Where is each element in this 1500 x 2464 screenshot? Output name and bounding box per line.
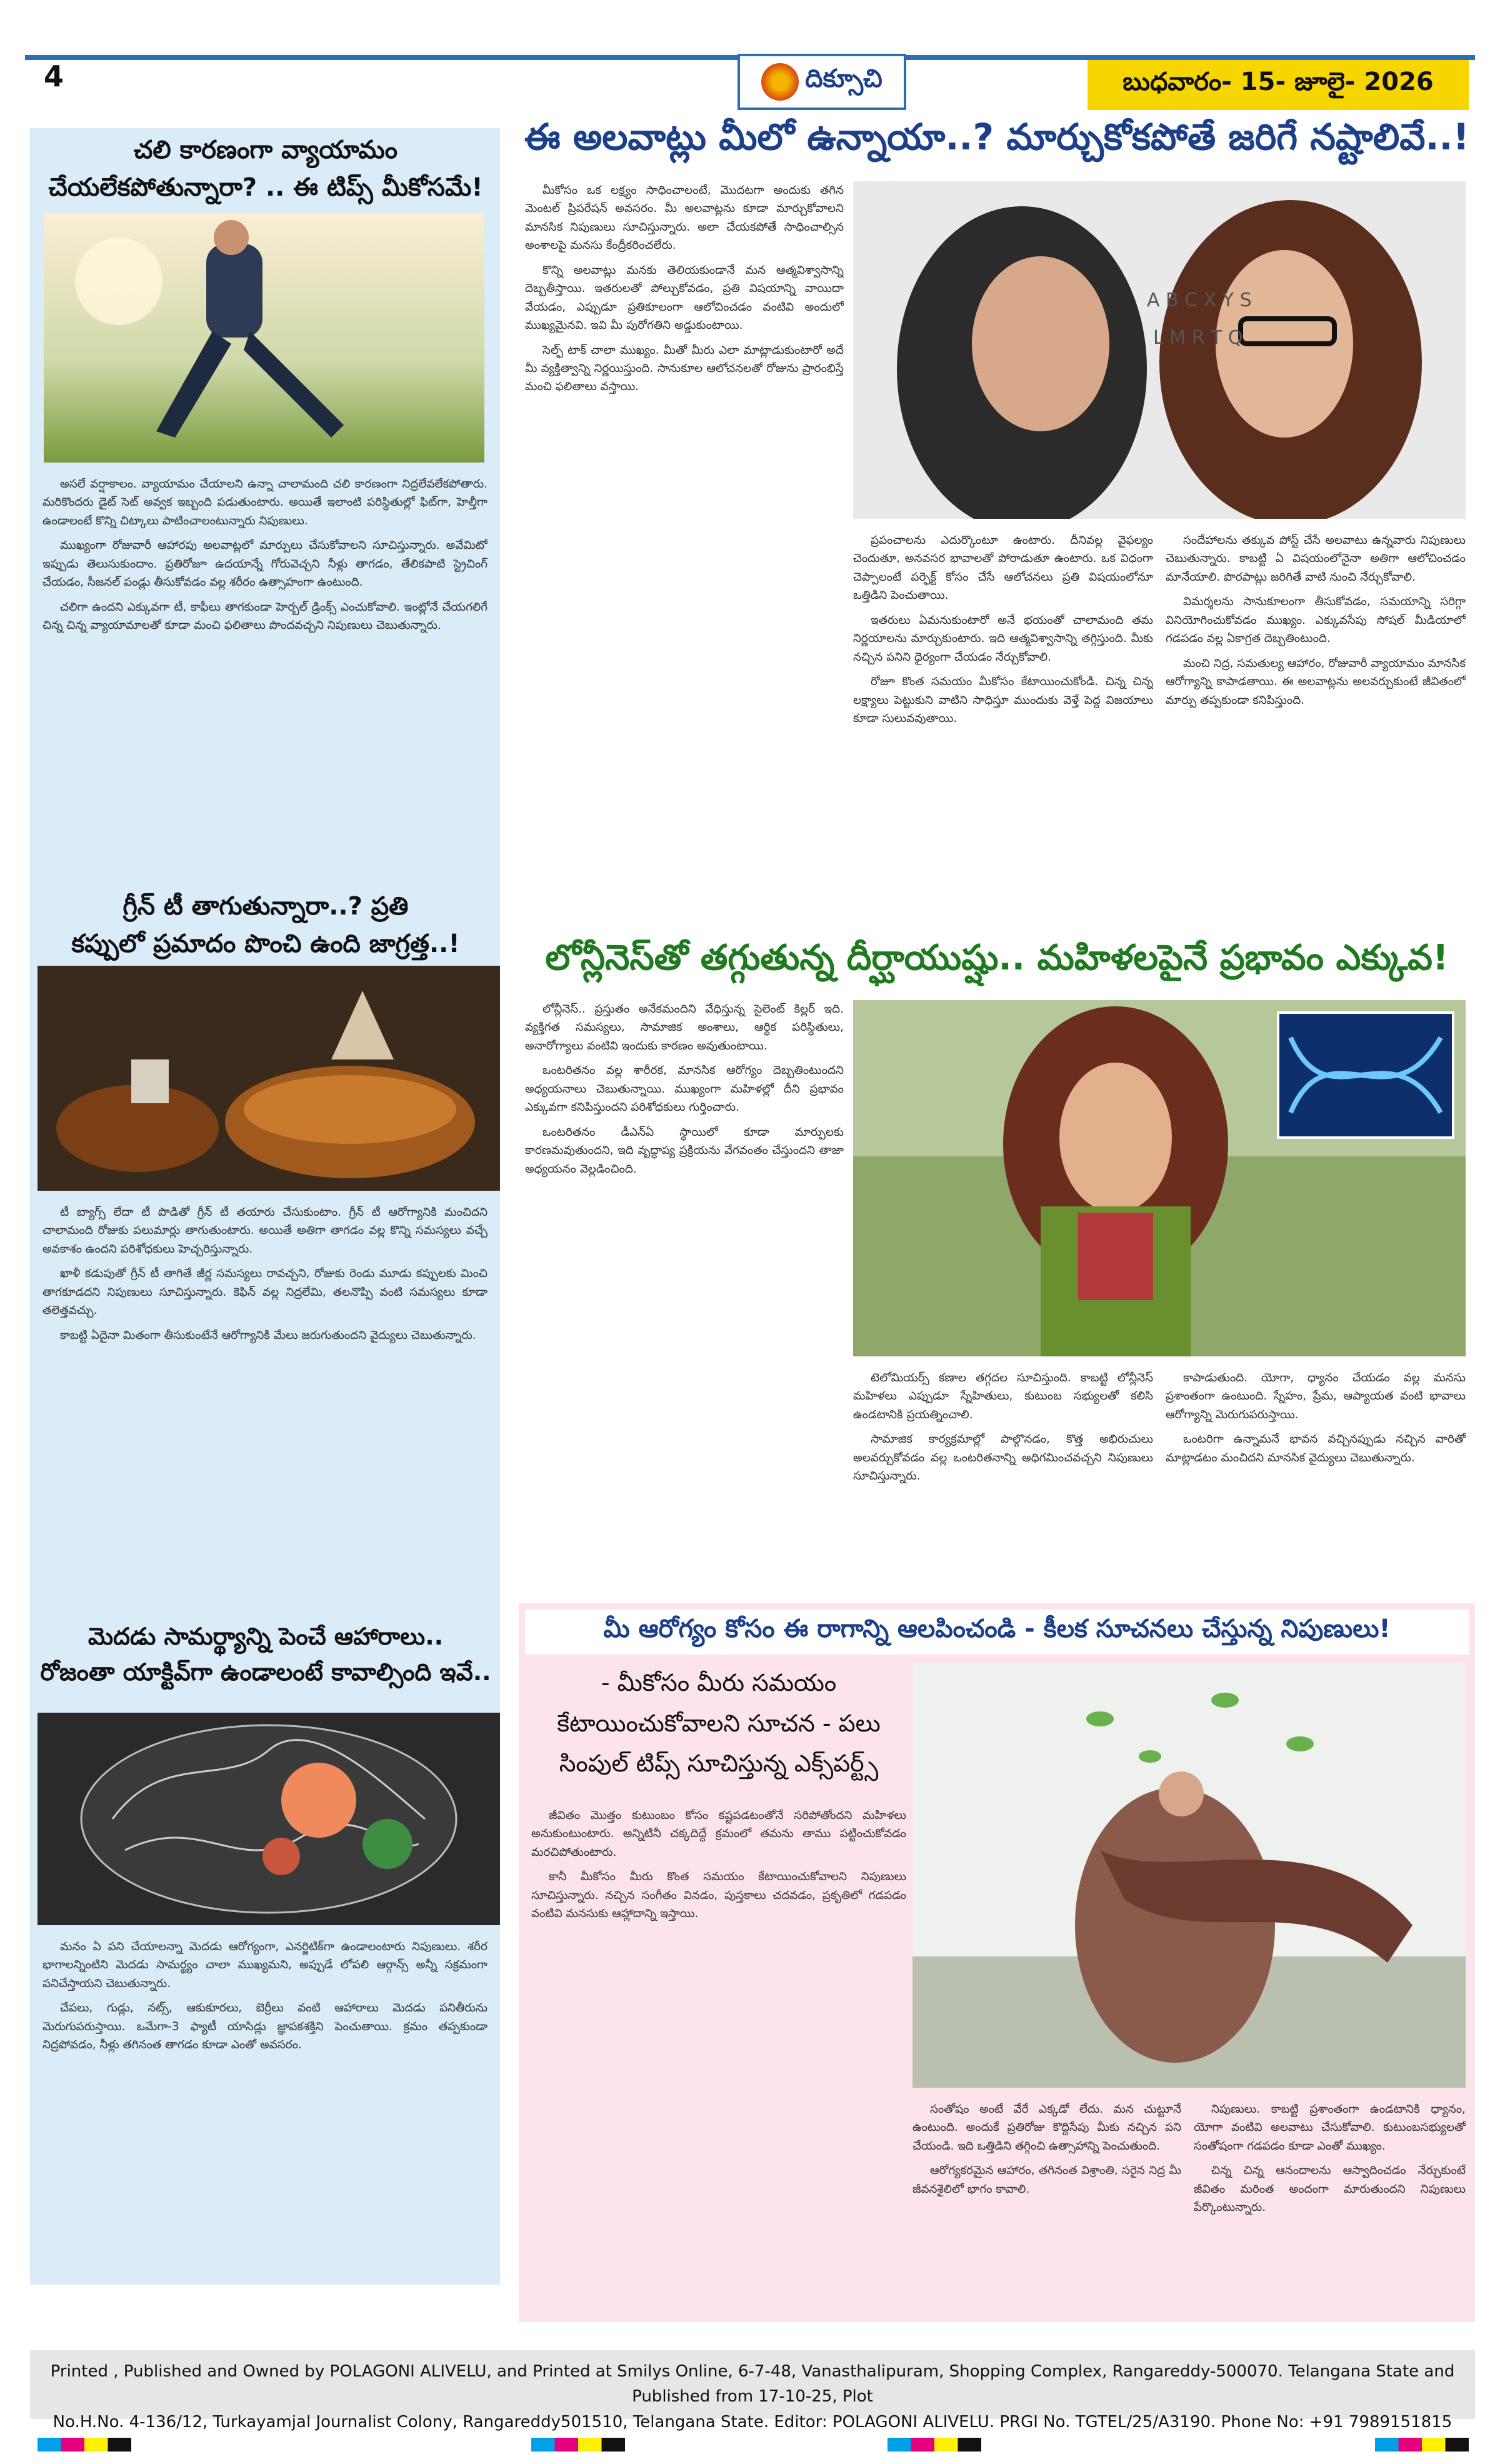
greentea-title: గ్రీన్ టీ తాగుతున్నారా..? ప్రతి కప్పులో ప్రమాదం పొంచి ఉంది జాగ్రత్త..!: [71, 892, 460, 958]
habits-headline: ఈ అలవాట్లు మీలో ఉన్నాయా..? మార్చుకోకపోతే జరిగే నష్టాలివే..!: [524, 116, 1470, 158]
exercise-photo: [44, 213, 484, 463]
brain-body: మనం ఏ పని చేయాలన్నా మెదడు ఆరోగ్యంగా, ఎనర్జిటిక్‌గా ఉండాలంటారు నిపుణులు. శరీర భాగాలన్నింటిని మెదడు సామర్థ్యం చాలా ముఖ్యమని, అప్పుడే లోపలి ఆర్గాన్స్ అన్నీ సక్రమంగా పనిచేస్తాయని చెబుతున్నారు. చేపలు, గుడ్లు, నట్స్, ఆకుకూరలు, బెర్రీలు వంటి ఆహారాలు మెదడు పనితీరును మెరుగుపరుస్తాయి. ఒమేగా-3 ఫ్యాటీ యాసిడ్లు జ్ఞాపకశక్తిని పెంచుతాయి. క్రమం తప్పకుండా నిద్రపోవడం, నీళ్లు తగినంత తాగడం కూడా ఎంతో అవసరం.: [42, 1940, 488, 2052]
greentea-body: టీ బ్యాగ్స్ లేదా టీ పొడితో గ్రీన్ టీ తయారు చేసుకుంటాం. గ్రీన్ టీ ఆరోగ్యానికి మంచిదని చాలామంది రోజుకు పలుమార్లు తాగుతుంటారు. అయితే అతిగా తాగడం వల్ల కొన్ని సమస్యలు వచ్చే అవకాశం ఉందని పరిశోధకులు హెచ్చరిస్తున్నారు. ఖాళీ కడుపుతో గ్రీన్ టీ తాగితే జీర్ణ సమస్యలు రావచ్చని, రోజుకు రెండు మూడు కప్పులకు మించి తాగకూడదని నిపుణులు సూచిస్తున్నారు. కెఫిన్ వల్ల నిద్రలేమి, తలనొప్పి వంటి సమస్యలు కూడా తలెత్తవచ్చు. కాబట్టి ఏదైనా మితంగా తీసుకుంటేనే ఆరోగ్యానికి మేలు జరుగుతుందని వైద్యులు చెబుతున్నారు.: [42, 1206, 488, 1342]
health-column-3: నిపుణులు. కాబట్టి ప్రశాంతంగా ఉండటానికి ధ్యానం, యోగా వంటివి అలవాటు చేసుకోవాలి. కుటుంబసభ్యులతో సంతోషంగా గడపడం కూడా ఎంతో ముఖ్యం. చిన్న చిన్న ఆనందాలను ఆస్వాదించడం నేర్చుకుంటే జీవితం మరింత అందంగా మారుతుందని నిపుణులు పేర్కొంటున్నారు.: [1194, 2103, 1466, 2215]
habits-column-2: ప్రపంచాలను ఎదుర్కొంటూ ఉంటారు. దీనివల్ల వైఫల్యం చెందుతూ, అనవసర భావాలతో పోరాడుతూ ఉంటారు. ఒక విధంగా చెప్పాలంటే పర్ఫెక్ట్ కోసం చేసే ఆలోచనలు ప్రతి విషయంలోనూ ఒత్తిడిని పెంచుతాయి. ఇతరులు ఏమనుకుంటారో అనే భయంతో చాలామంది తమ నిర్ణయాలను మార్చుకుంటారు. ఇది ఆత్మవిశ్వాసాన్ని తగ్గిస్తుంది. మీకు నచ్చిన పనిని ధైర్యంగా చేయడం నేర్చుకోవాలి. రోజూ కొంత సమయం మీకోసం కేటాయించుకోండి. చిన్న చిన్న లక్ష్యాలు పెట్టుకుని వాటిని సాధిస్తూ ముందుకు వెళ్తే పెద్ద విజయాలు కూడా సులువవుతాయి.: [853, 534, 1153, 725]
loneliness-headline: లోన్లీనెస్‌తో తగ్గుతున్న దీర్ఘాయుష్షు.. మహిళలపైనే ప్రభావం ఎక్కువ!: [545, 938, 1449, 978]
print-color-bar-mid-right: [888, 2438, 981, 2451]
brain-food-photo: [38, 1713, 500, 1925]
compass-logo-icon: [761, 63, 799, 101]
health-column-2: సంతోషం అంటే వేరే ఎక్కడో లేదు. మన చుట్టూనే ఉంటుంది. అందుకే ప్రతిరోజు కొద్దిసేపు మీకు నచ్చిన పని చేయండి. ఇది ఒత్తిడిని తగ్గించి ఉత్సాహాన్ని పెంచుతుంది. ఆరోగ్యకరమైన ఆహారం, తగినంత విశ్రాంతి, సరైన నిద్ర మీ జీవనశైలిలో భాగం కావాలి.: [912, 2103, 1181, 2196]
brain-title: మెదడు సామర్థ్యాన్ని పెంచే ఆహారాలు.. రోజంతా యాక్టివ్‌గా ఉండాలంటే కావాల్సింది ఇవే..: [40, 1623, 491, 1686]
imprint-footer: Printed , Published and Owned by POLAGONI ALIVELU, and Printed at Smilys Online, 6-7-48, Vanasthalipuram, Shopping Complex, Rangareddy-500070. Telangana State and Published from 17-10-25, Plot No.H.No. 4-136/12, Turkayamjal Journalist Colony, Rangareddy501510, Telangana State. Editor: POLAGONI ALIVELU. PRGI No. TGTEL/25/A3190. Phone No: +91 7989151815: [30, 2350, 1475, 2419]
habits-column-1: మీకోసం ఒక లక్ష్యం సాధించాలంటే, మొదటగా అందుకు తగిన మెంటల్ ప్రిపరేషన్ అవసరం. మీ అలవాట్లను కూడా మార్చుకోవాలని మానసిక నిపుణులు సూచిస్తున్నారు. అలా చేయకపోతే సాధించాల్సిన అంశాలపై మనసు కేంద్రీకరించలేరు. కొన్ని అలవాట్లు మనకు తెలియకుండానే మన ఆత్మవిశ్వాసాన్ని దెబ్బతీస్తాయి. ఇతరులతో పోల్చుకోవడం, ప్రతి విషయాన్ని వాయిదా వేయడం, ఎప్పుడూ ప్రతికూలంగా ఆలోచించడం వంటివి అందులో ముఖ్యమైనవి. ఇవి మీ పురోగతిని అడ్డుకుంటాయి. సెల్ఫ్ టాక్ చాలా ముఖ్యం. మీతో మీరు ఎలా మాట్లాడుకుంటారో అదే మీ వ్యక్తిత్వాన్ని నిర్ణయిస్తుంది. సానుకూల ఆలోచనలతో రోజును ప్రారంభిస్తే మంచి ఫలితాలు వస్తాయి.: [525, 184, 844, 394]
health-photo: [912, 1663, 1466, 2088]
loneliness-column-1: లోన్లీనెస్.. ప్రస్తుతం అనేకమందిని వేధిస్తున్న సైలెంట్ కిల్లర్ ఇది. వ్యక్తిగత సమస్యలు, సామాజిక అంశాలు, ఆర్థిక పరిస్థితులు, అనారోగ్యాలు వంటివి ఇందుకు కారణం అవుతుంటాయి. ఒంటరితనం వల్ల శారీరక, మానసిక ఆరోగ్యం దెబ్బతింటుందని అధ్యయనాలు చెబుతున్నాయి. ముఖ్యంగా మహిళల్లో దీని ప్రభావం ఎక్కువగా కనిపిస్తుందని పరిశోధకులు గుర్తించారు. ఒంటరితనం డీఎన్ఏ స్థాయిలో కూడా మార్పులకు కారణమవుతుందని, ఇది వృద్ధాప్య ప్రక్రియను వేగవంతం చేస్తుందని తాజా అధ్యయనం వెల్లడించింది.: [525, 1003, 844, 1176]
exercise-title: చలి కారణంగా వ్యాయామం చేయలేకపోతున్నారా? .. ఈ టిప్స్ మీకోసమే!: [48, 136, 483, 202]
habits-column-3: సందేహాలను తక్కువ పోస్ట్ చేసే అలవాటు ఉన్నవారు నిపుణులు చెబుతున్నారు. కాబట్టి ఏ విషయంలోనైనా అతిగా ఆలోచించడం మానేయాలి. పొరపాట్లు జరిగితే వాటి నుంచి నేర్చుకోవాలి. విమర్శలను సానుకూలంగా తీసుకోవడం, సమయాన్ని సరిగ్గా వినియోగించుకోవడం ముఖ్యం. ఎక్కువసేపు సోషల్ మీడియాలో గడపడం వల్ల ఏకాగ్రత దెబ్బతింటుంది. మంచి నిద్ర, సమతుల్య ఆహారం, రోజువారీ వ్యాయామం మానసిక ఆరోగ్యాన్ని కాపాడతాయి. ఈ అలవాట్లను అలవర్చుకుంటే జీవితంలో మార్పు తప్పకుండా కనిపిస్తుంది.: [1166, 534, 1466, 707]
print-color-bar-right: [1375, 2438, 1469, 2451]
print-color-bar-left: [38, 2438, 131, 2451]
health-banner: మీ ఆరోగ్యం కోసం ఈ రాగాన్ని ఆలపించండి - కీలక సూచనలు చేస్తున్న నిపుణులు!: [525, 1610, 1469, 1655]
health-subheading: - మీకోసం మీరు సమయం కేటాయించుకోవాలని సూచన - పలు సింపుల్ టిప్స్ సూచిస్తున్న ఎక్స్‌పర్ట్స్: [557, 1669, 881, 1778]
date-banner: బుధవారం- 15- జూలై- 2026: [1088, 60, 1469, 110]
habits-photo: [853, 181, 1466, 519]
loneliness-photo: [853, 1000, 1466, 1356]
svg-text:L M R T Q: L M R T Q: [1153, 327, 1243, 349]
print-color-bar-mid: [531, 2438, 625, 2451]
exercise-body: అసలే వర్షాకాలం. వ్యాయామం చేయాలని ఉన్నా చాలామంది చలి కారణంగా నిద్రలేవలేకపోతారు. మరికొందరు డైట్ సెట్ అవ్వక ఇబ్బంది పడుతుంటారు. అయితే ఇలాంటి పరిస్థితుల్లో ఫిట్‌గా, హెల్తీగా ఉండాలంటే కొన్ని చిట్కాలు పాటించాలంటున్నారు నిపుణులు. ముఖ్యంగా రోజువారీ ఆహారపు అలవాట్లలో మార్పులు చేసుకోవాలని సూచిస్తున్నారు. అవేమిటో ఇప్పుడు తెలుసుకుందాం. ప్రతిరోజూ ఉదయాన్నే గోరువెచ్చని నీళ్లు తాగడం, తేలికపాటి స్ట్రెచింగ్ చేయడం, సీజనల్ పండ్లు తీసుకోవడం వల్ల శరీరం ఉత్సాహంగా ఉంటుంది. చలిగా ఉందని ఎక్కువగా టీ, కాఫీలు తాగకుండా హెర్బల్ డ్రింక్స్ ఎంచుకోవాలి. ఇంట్లోనే చేయగలిగే చిన్న చిన్న వ్యాయామాలతో కూడా మంచి ఫలితాలు పొందవచ్చని నిపుణులు చెబుతున్నారు.: [42, 478, 488, 633]
health-column-1: జీవితం మొత్తం కుటుంబం కోసం కష్టపడటంతోనే సరిపోతోందని మహిళలు అనుకుంటుంటారు. అన్నిటినీ చక్కదిద్దే క్రమంలో తమను తాము పట్టించుకోవడం మరచిపోతుంటారు. కానీ మీకోసం మీరు కొంత సమయం కేటాయించుకోవాలని నిపుణులు సూచిస్తున్నారు. నచ్చిన సంగీతం వినడం, పుస్తకాలు చదవడం, ప్రకృతిలో గడపడం వంటివి మనసుకు ఆహ్లాదాన్ని ఇస్తాయి.: [531, 1809, 906, 1921]
page-number: 4: [44, 59, 64, 93]
loneliness-column-3: కాపాడుతుంది. యోగా, ధ్యానం చేయడం వల్ల మనసు ప్రశాంతంగా ఉంటుంది. స్నేహం, ప్రేమ, ఆప్యాయత వంటి భావాలు ఆరోగ్యాన్ని మెరుగుపరుస్తాయి. ఒంటరిగా ఉన్నామనే భావన వచ్చినప్పుడు నచ్చిన వారితో మాట్లాడటం మంచిదని మానసిక వైద్యులు చెబుతున్నారు.: [1166, 1371, 1466, 1465]
svg-text:A B C X Y S: A B C X Y S: [1147, 289, 1252, 311]
logo-text: దిక్సూచి: [805, 64, 882, 93]
loneliness-column-2: టెలోమియర్స్ కణాల తగ్గదల సూచిస్తుంది. కాబట్టి లోన్లీనెస్ మహిళలు ఎప్పుడూ స్నేహితులు, కుటుంబ సభ్యులతో కలిసి ఉండటానికి ప్రయత్నించాలి. సామాజిక కార్యక్రమాల్లో పాల్గొనడం, కొత్త అభిరుచులు అలవర్చుకోవడం వల్ల ఒంటరితనాన్ని అధిగమించవచ్చని నిపుణులు సూచిస్తున్నారు.: [853, 1371, 1153, 1483]
greentea-photo: [38, 966, 500, 1191]
newspaper-logo: [738, 54, 906, 110]
